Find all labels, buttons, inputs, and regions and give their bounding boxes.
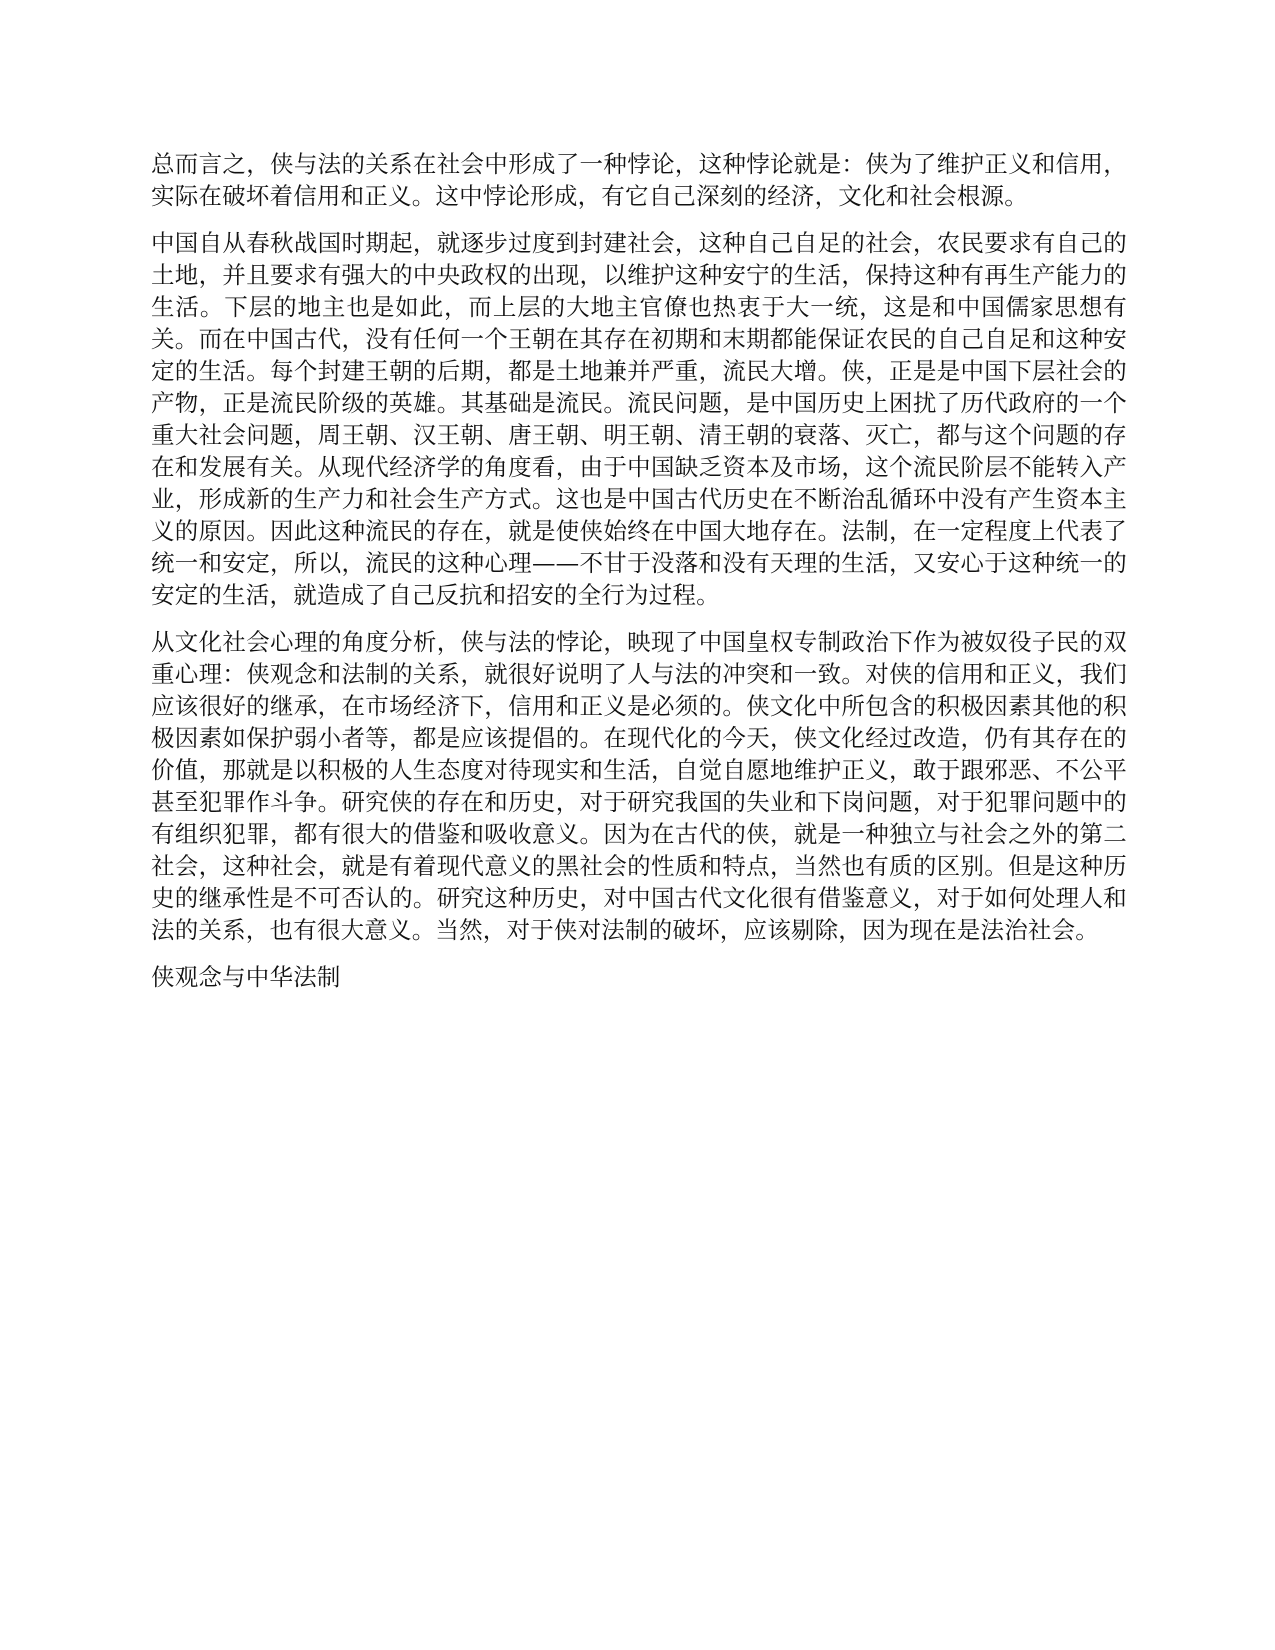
paragraph-historical-roots: 中国自从春秋战国时期起，就逐步过度到封建社会，这种自己自足的社会，农民要求有自己的土地，并且要求有强大的中央政权的出现，以维护这种安宁的生活，保持这种有再生产能力的生活。下层的地主也是如此，而上层的大地主官僚也热衷于大一统，这是和中国儒家思想有关。而在中国古代，没有任何一个王朝在其存在初期和末期都能保证农民的自己自足和这种安定的生活。每个封建王朝的后期，都是土地兼并严重，流民大增。侠，正是是中国下层社会的产物，正是流民阶级的英雄。其基础是流民。流民问题，是中国历史上困扰了历代政府的一个重大社会问题，周王朝、汉王朝、唐王朝、明王朝、清王朝的衰落、灭亡，都与这个问题的存在和发展有关。从现代经济学的角度看，由于中国缺乏资本及市场，这个流民阶层不能转入产业，形成新的生产力和社会生产方式。这也是中国古代历史在不断治乱循环中没有产生资本主义的原因。因此这种流民的存在，就是使侠始终在中国大地存在。法制，在一定程度上代表了统一和安定，所以，流民的这种心理——不甘于没落和没有天理的生活，又安心于这种统一的安定的生活，就造成了自己反抗和招安的全行为过程。 (151, 229, 1127, 609)
paragraph-conclusion: 总而言之，侠与法的关系在社会中形成了一种悖论，这种悖论就是：侠为了维护正义和信用，实际在破坏着信用和正义。这中悖论形成，有它自己深刻的经济，文化和社会根源。 (151, 150, 1127, 210)
paragraph-cultural-analysis: 从文化社会心理的角度分析，侠与法的悖论，映现了中国皇权专制政治下作为被奴役子民的双重心理：侠观念和法制的关系，就很好说明了人与法的冲突和一致。对侠的信用和正义，我们应该很好的继承，在市场经济下，信用和正义是必须的。侠文化中所包含的积极因素其他的积极因素如保护弱小者等，都是应该提倡的。在现代化的今天，侠文化经过改造，仍有其存在的价值，那就是以积极的人生态度对待现实和生活，自觉自愿地维护正义，敢于跟邪恶、不公平甚至犯罪作斗争。研究侠的存在和历史，对于研究我国的失业和下岗问题，对于犯罪问题中的有组织犯罪，都有很大的借鉴和吸收意义。因为在古代的侠，就是一种独立与社会之外的第二社会，这种社会，就是有着现代意义的黑社会的性质和特点，当然也有质的区别。但是这种历史的继承性是不可否认的。研究这种历史，对中国古代文化很有借鉴意义，对于如何处理人和法的关系，也有很大意义。当然，对于侠对法制的破坏，应该剔除，因为现在是法治社会。 (151, 628, 1127, 944)
document-page (151, 148, 1127, 993)
section-heading: 侠观念与中华法制 (151, 963, 341, 991)
